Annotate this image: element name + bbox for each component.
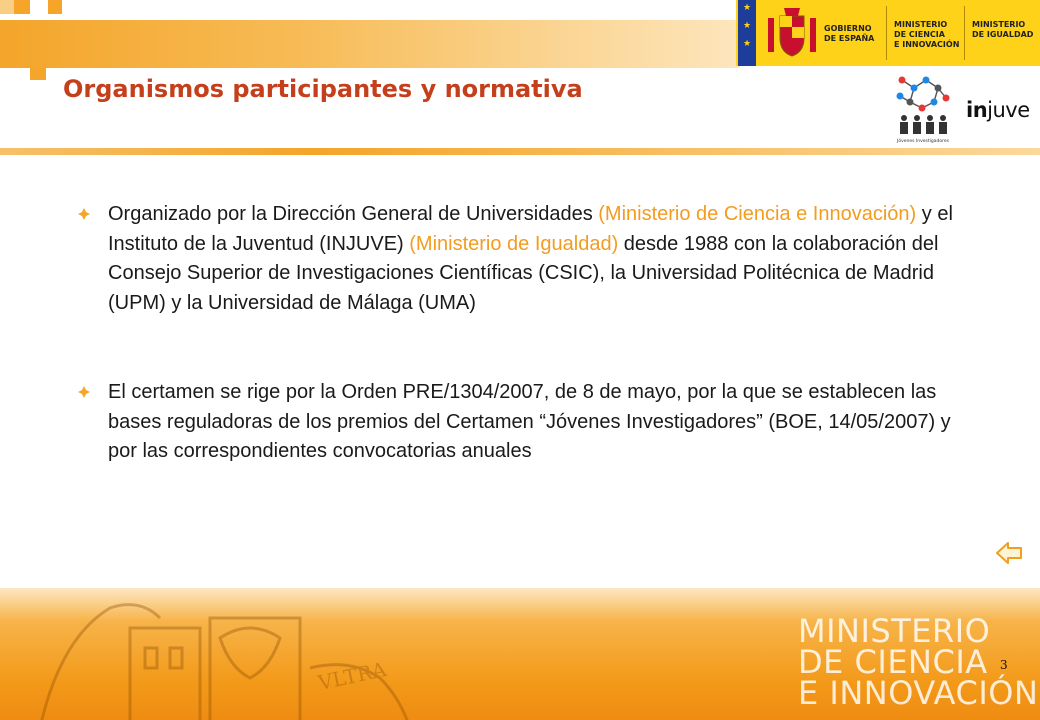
footer-logo-line: MINISTERIO (798, 612, 991, 650)
footer-coat-of-arms (20, 588, 420, 720)
coat-of-arms-icon (766, 6, 818, 60)
ministry-line: MINISTERIO (972, 20, 1026, 29)
ministry-line: MINISTERIO (894, 20, 948, 29)
back-arrow-icon[interactable] (994, 538, 1024, 568)
ministry-line: DE CIENCIA (894, 30, 945, 39)
gobierno-line: DE ESPAÑA (824, 34, 875, 43)
bullet-text: Organizado por la Dirección General de Universidades (108, 203, 599, 225)
decor-square (48, 0, 62, 14)
ministry-line: DE IGUALDAD (972, 30, 1034, 39)
bullet-text: y el Instituto de la Juventud (INJUVE) (108, 203, 953, 255)
ministry-line: E INNOVACIÓN (894, 40, 960, 49)
injuve-logo (966, 98, 1030, 122)
injuve-bold: in (966, 98, 988, 122)
bullet-text: El certamen se rige por la Orden PRE/1304/2007, de 8 de mayo, por la que se establecen las bases reguladoras de los premios del Certamen “Jóvenes Investigadores” (BOE, 14/05/2007) y por las correspondientes convocatorias anuales (108, 381, 951, 462)
gobierno-line: GOBIERNO (824, 24, 872, 33)
banner-divider (964, 6, 965, 60)
jovenes-investigadores-logo (892, 70, 954, 146)
page-title: Organismos participantes y normativa (63, 75, 583, 103)
bullet-highlight: (Ministerio de Ciencia e Innovación) (598, 203, 917, 225)
ministry-ciencia-label (894, 20, 959, 50)
diamond-bullet-icon (78, 386, 90, 398)
content-area (78, 200, 958, 467)
banner-divider (886, 6, 887, 60)
crest-motto: VLTRA (316, 657, 389, 695)
injuve-rest: juve (987, 98, 1030, 122)
bullet-text: desde 1988 con la colaboración del Consejo Superior de Investigaciones Científicas (CSIC), la Universidad Politécnica de Madrid (UPM) y la Universidad de Málaga (UMA) (108, 232, 939, 314)
decor-square (14, 0, 30, 14)
gobierno-label (824, 24, 874, 44)
ministry-igualdad-label (972, 20, 1033, 40)
logo-caption: Jóvenes Investigadores (897, 139, 949, 144)
decor-square (0, 0, 14, 14)
footer-logo-line: DE CIENCIA (798, 643, 988, 681)
footer-logo-line: E INNOVACIÓN (798, 674, 1039, 712)
bullet-organization (78, 200, 958, 318)
header-band (0, 20, 740, 68)
bullet-highlight: (Ministerio de Igualdad) (409, 232, 619, 255)
footer-band (0, 588, 1040, 720)
title-underline (0, 148, 1040, 155)
bullet-regulation (78, 378, 958, 467)
page-number: 3 (1000, 658, 1008, 672)
diamond-bullet-icon (78, 208, 90, 220)
eu-flag-icon: ★ ★ ★ (738, 0, 756, 66)
